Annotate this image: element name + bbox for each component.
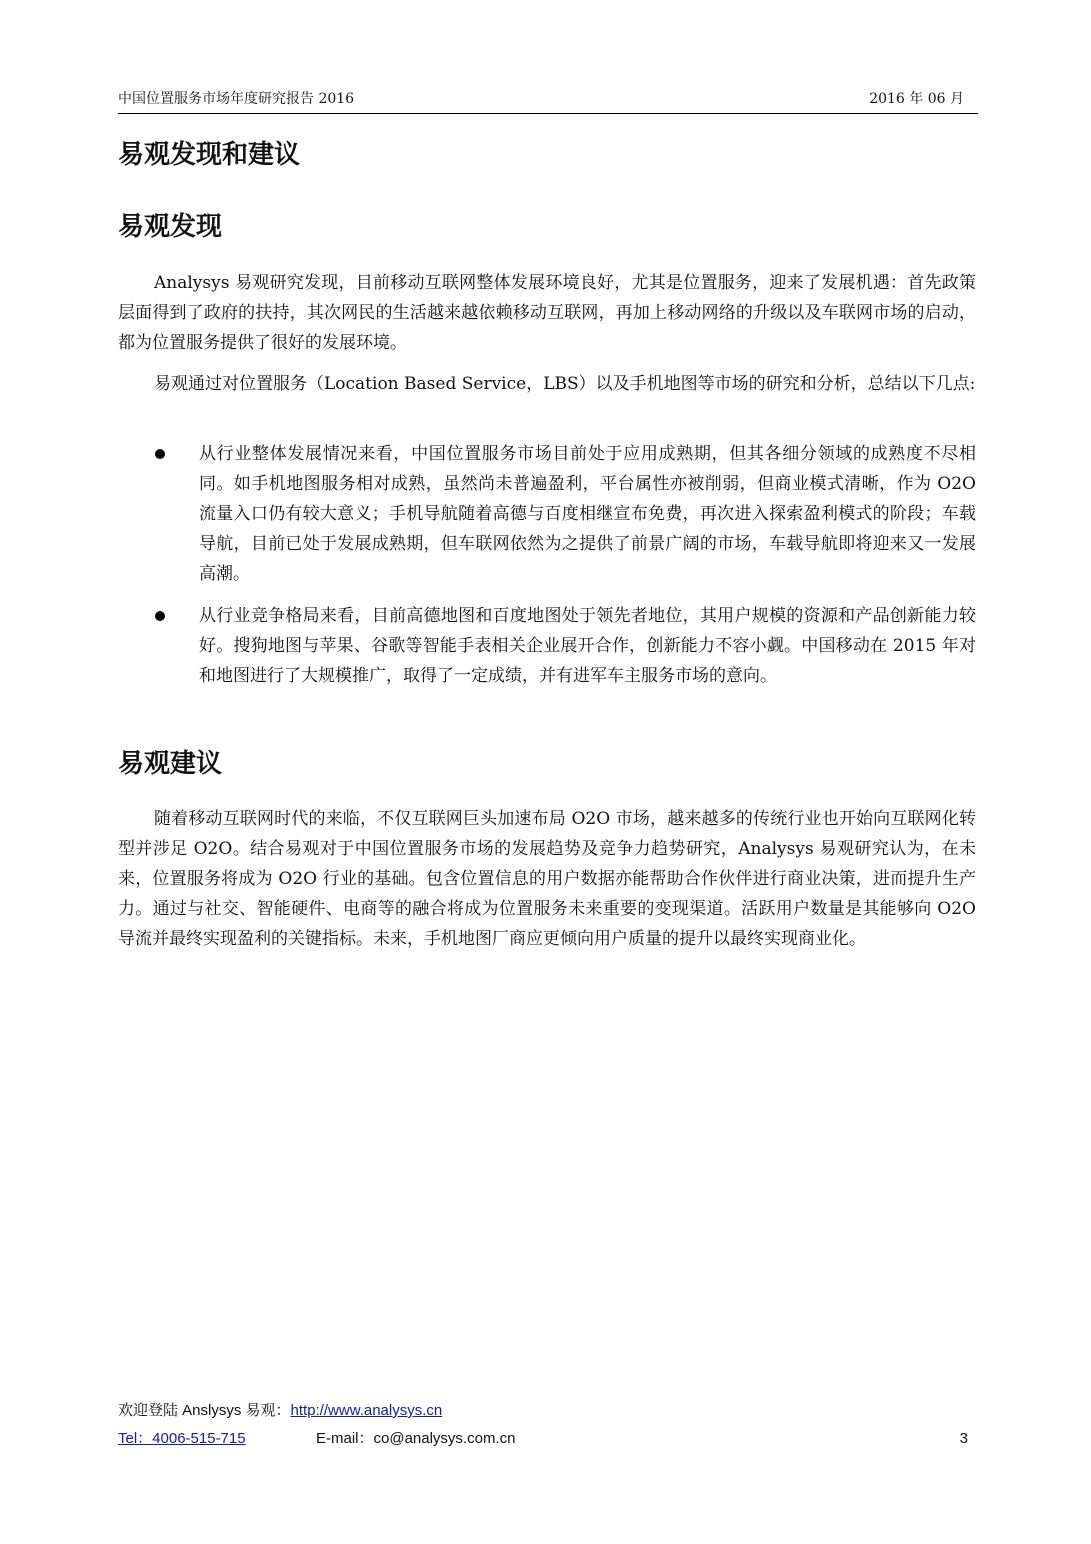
- footer-welcome: [118, 1401, 978, 1421]
- section-heading-recommendations: 易观建议: [118, 749, 223, 779]
- telephone-link[interactable]: Tel：4006-515-715: [118, 1430, 246, 1447]
- page-header: [118, 89, 978, 114]
- report-date: 2016 年 06 月: [869, 91, 964, 107]
- website-link[interactable]: http://www.analysys.cn: [290, 1402, 443, 1419]
- page-number: 3: [959, 1430, 968, 1447]
- section-heading-findings: 易观发现: [118, 212, 223, 242]
- report-title: 中国位置服务市场年度研究报告 2016: [118, 91, 355, 107]
- list-item-text: 从行业竞争格局来看，目前高德地图和百度地图处于领先者地位，其用户规模的资源和产品创新能力较好。搜狗地图与苹果、谷歌等智能手表相关企业展开合作，创新能力不容小觑。中国移动在 2015 年对和地图进行了大规模推广，取得了一定成绩，并有进军车主服务市场的意向。: [199, 606, 976, 686]
- footer-welcome-text: 欢迎登陆 Anslysys 易观：: [118, 1402, 291, 1419]
- footer-contact: [118, 1429, 978, 1449]
- list-item-text: 从行业整体发展情况来看，中国位置服务市场目前处于应用成熟期，但其各细分领域的成熟度不尽相同。如手机地图服务相对成熟，虽然尚未普遍盈利，平台属性亦被削弱，但商业模式清晰，作为 O2O 流量入口仍有较大意义；手机导航随着高德与百度相继宣布免费，再次进入探索盈利模式的阶段；车载导航，目前已处于发展成熟期，但车联网依然为之提供了前景广阔的市场，车载导航即将迎来又一发展高潮。: [199, 444, 976, 584]
- bullet-dot-icon: [155, 449, 165, 459]
- list-item: [150, 439, 976, 589]
- findings-paragraph-2: 易观通过对位置服务（Location Based Service，LBS）以及手机地图等市场的研究和分析，总结以下几点:: [154, 374, 976, 394]
- bullet-dot-icon: [155, 611, 165, 621]
- page-title: 易观发现和建议: [118, 140, 301, 170]
- findings-paragraph-1: Analysys 易观研究发现，目前移动互联网整体发展环境良好，尤其是位置服务，迎来了发展机遇：首先政策层面得到了政府的扶持，其次网民的生活越来越依赖移动互联网，再加上移动网络的升级以及车联网市场的启动，都为位置服务提供了很好的发展环境。: [118, 273, 976, 353]
- recommendations-paragraph: 随着移动互联网时代的来临，不仅互联网巨头加速布局 O2O 市场，越来越多的传统行业也开始向互联网化转型并涉足 O2O。结合易观对于中国位置服务市场的发展趋势及竞争力趋势研究，Analysys 易观研究认为，在未来，位置服务将成为 O2O 行业的基础。包含位置信息的用户数据亦能帮助合作伙伴进行商业决策，进而提升生产力。通过与社交、智能硬件、电商等的融合将成为位置服务未来重要的变现渠道。活跃用户数量是其能够向 O2O 导流并最终实现盈利的关键指标。未来，手机地图厂商应更倾向用户质量的提升以最终实现商业化。: [118, 809, 976, 949]
- email-address: E-mail：co@analysys.com.cn: [316, 1430, 516, 1447]
- list-item: [150, 601, 976, 691]
